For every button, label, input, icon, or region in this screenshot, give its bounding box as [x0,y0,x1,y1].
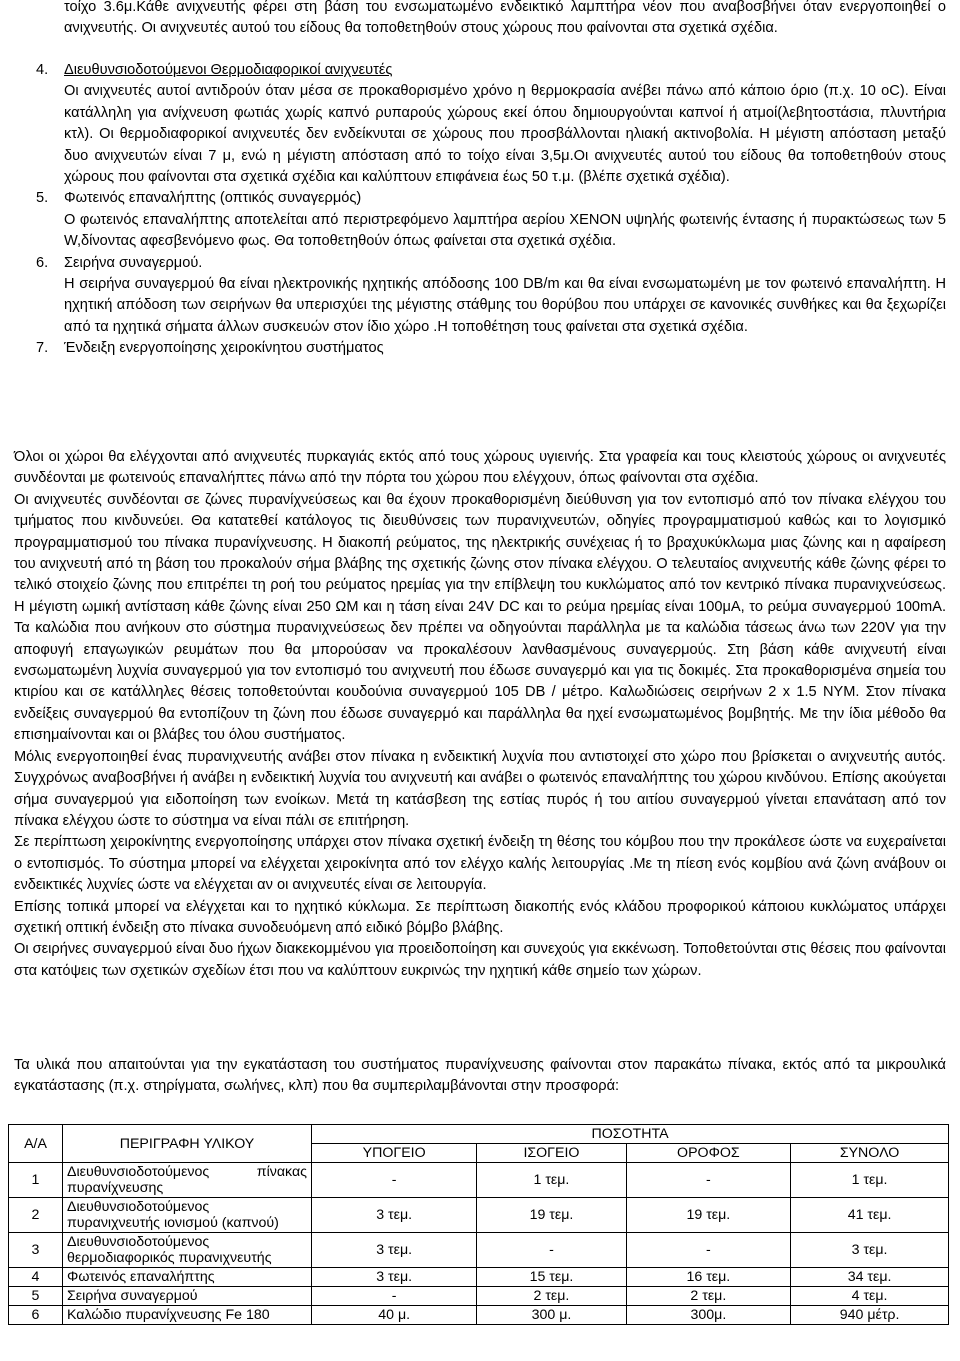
cell-total: 34 τεμ. [791,1268,949,1287]
list-item-body: Η σειρήνα συναγερμού θα είναι ηλεκτρονικής ηχητικής απόδοσης 100 DB/m και θα είναι ενσωματωμένη με τον φωτεινό επαναλήπτη. Η ηχητική απόδοση των σειρήνων θα υπερισχύει της μέγιστης στάθμης του θορύβου που υπάρχει σε κανονικές συνθήκες και θα ξεχωρίζει από τα ηχητικά σήματα άλλων συσκευών στον ίδιο χώρο .Η τοποθέτηση τους φαίνεται στα σχετικά σχέδια. [64,276,946,335]
cell-basement: 40 μ. [312,1306,477,1325]
cell-ground: 15 τεμ. [477,1268,626,1287]
row-description: Φωτεινός επαναλήπτης [63,1268,312,1287]
header-description: ΠΕΡΙΓΡΑΦΗ ΥΛΙΚΟΥ [63,1125,312,1163]
list-item-number: 6. [36,254,49,271]
list-item-6 [14,253,946,339]
paragraph: Σε περίπτωση χειροκίνητης ενεργοποίησης υπάρχει στον πίνακα σχετική ένδειξη τη θέσης του κόμβου που την προκάλεσε ώστε να ευχεραίνεται ο εντοπισμός. Το σύστημα μπορεί να ελέγχεται χειροκίνητα από τον ελέγχο καλής λειτουργίας .Με τη πίεση ενός κομβίου ανά ζώνη ανάβουν οι ενδεικτικές λυχνίες ώστε να ελέγχεται αν οι ανιχνευτές είναι σε λειτουργία. [14,834,946,894]
list-item-number: 5. [36,190,49,207]
row-description: Καλώδιο πυρανίχνευσης Fe 180 [63,1306,312,1325]
cell-basement: 3 τεμ. [312,1233,477,1268]
header-ground: ΙΣΟΓΕΙΟ [477,1144,626,1163]
paragraph: Όλοι οι χώροι θα ελέγχονται από ανιχνευτές πυρκαγιάς εκτός από τους χώρους υγιεινής. Στα γραφεία και τους κλειστούς χώρους οι ανιχνευτές συνδέονται με φωτεινούς επαναλήπτες πάνω από την πόρτα του χώρου που ελέγχουν, όπως φαίνονται στα σχέδια. [14,449,946,487]
list-item-body: Ο φωτεινός επαναλήπτης αποτελείται από περιστρεφόμενο λαμπτήρα αερίου XENON υψηλής φωτεινής έντασης ή πυρακτώσεως των 5 W,δίνοντας αφεσβενόμενο φως. Θα τοποθετηθούν όπως φαίνεται στα σχετικά σχέδια. [64,211,946,250]
list-item-number: 7. [36,340,49,357]
list-item-number: 4. [36,62,49,78]
list-item-5 [14,188,946,252]
header-aa: Α/Α [9,1125,63,1163]
row-description [63,1163,312,1198]
row-number: 4 [9,1268,63,1287]
paragraph: Επίσης τοπικά μπορεί να ελέγχεται και το ηχητικό κύκλωμα. Σε περίπτωση διακοπής ενός κλάδου προφορικού κάποιου κυκλώματος υπάρχει σχετική οπτική ένδειξη στο πίνακα συνοδευόμενη από ειδικό βόμβο βλάβης. [14,898,946,936]
table-row [9,1268,949,1287]
cell-floor: - [626,1163,791,1198]
cell-total: 1 τεμ. [791,1163,949,1198]
description-part: θερμοδιαφορικός πυρανιχνευτής [67,1250,272,1266]
description-part: πυρανιχνευτής ιονισμού (καπνού) [67,1215,279,1231]
description-part: πυρανίχνευσης [67,1180,164,1196]
cell-floor: 19 τεμ. [626,1198,791,1233]
list-item-title: Σειρήνα συναγερμού. [64,254,203,271]
cell-basement: - [312,1287,477,1306]
row-number: 6 [9,1306,63,1325]
cell-floor: 2 τεμ. [626,1287,791,1306]
cell-ground: 2 τεμ. [477,1287,626,1306]
cell-basement: - [312,1163,477,1198]
intro-text: τοίχο 3.6μ.Κάθε ανιχνευτής φέρει στη βάση του ενσωματωμένο ενδεικτικό λαμπτήρα νέον που αναβοσβήνει όταν ενεργοποιηθεί ο ανιχνευτής. Οι ανιχνευτές αυτού του είδους θα τοποθετηθούν στους χώρους που φαίνονται στα σχετικά σχέδια. [64,0,946,37]
cell-basement: 3 τεμ. [312,1268,477,1287]
row-number: 2 [9,1198,63,1233]
cell-floor: - [626,1233,791,1268]
row-number: 1 [9,1163,63,1198]
cell-total: 4 τεμ. [791,1287,949,1306]
paragraph: Οι σειρήνες συναγερμού είναι δυο ήχων διακεκομμένου για προειδοποίηση και συνεχούς για εκκένωση. Τοποθετούνται στις θέσεις που φαίνονται στα κατόψεις των σχετικών σχεδίων έτσι που να καλύπτουν ευκρινώς την ηχητική κάθε σημείο των χώρων. [14,941,946,979]
materials-intro [14,1055,946,1098]
header-total: ΣΥΝΟΛΟ [791,1144,949,1163]
table-row [9,1163,949,1198]
cell-total: 3 τεμ. [791,1233,949,1268]
intro-paragraph [64,0,946,40]
cell-total: 41 τεμ. [791,1198,949,1233]
header-basement: ΥΠΟΓΕΙΟ [312,1144,477,1163]
description-part: Διευθυνσιοδοτούμενος [67,1199,210,1215]
table-row [9,1198,949,1233]
paragraph: Τα υλικά που απαιτούνται για την εγκατάσταση του συστήματος πυρανίχνευσης φαίνονται στον παρακάτω πίνακα, εκτός από τα μικρουλικά εγκατάστασης (π.χ. στηρίγματα, σωλήνες, κλπ) που θα συμπεριλαμβάνονται στην προσφορά: [14,1057,946,1095]
list-item-title: Ένδειξη ενεργοποίησης χειροκίνητου συστήματος [64,340,384,357]
description-part: πίνακας [256,1164,307,1180]
cell-ground: - [477,1233,626,1268]
table-row [9,1233,949,1268]
description-part: Διευθυνσιοδοτούμενος [67,1234,210,1250]
cell-floor: 16 τεμ. [626,1268,791,1287]
cell-ground: 19 τεμ. [477,1198,626,1233]
table-row [9,1287,949,1306]
list-item-title: Διευθυνσιοδοτούμενοι Θερμοδιαφορικοί ανιχνευτές [64,62,393,78]
row-number: 5 [9,1287,63,1306]
cell-total: 940 μέτρ. [791,1306,949,1325]
cell-basement: 3 τεμ. [312,1198,477,1233]
row-description [63,1198,312,1233]
row-number: 3 [9,1233,63,1268]
list-item-body: Οι ανιχνευτές αυτοί αντιδρούν όταν μέσα σε προκαθορισμένο χρόνο η θερμοκρασία ανέβει πάνω από κάποιο όριο (π.χ. 10 oC). Είναι κατάλληλη για ανίχνευση φωτιάς χωρίς καπνό ρυπαρούς χώρους εκεί όπου δημιουργούνται καπνοί ή ατμοί(λεβητοστάσια, πλυντήρια κτλ). Οι θερμοδιαφορικοί ανιχνευτές δεν ενδείκνυται σε χώρους που προσβάλλονται ηλιακή ακτινοβολία. Η μέγιστη απόσταση μεταξύ δυο ανιχνευτών είναι 7 μ, ενώ η μέγιστη απόσταση από το τοίχο είναι 3,5μ.Οι ανιχνευτές αυτού του είδους θα τοποθετηθούν στους χώρους που φαίνονται στα σχετικά σχέδια και καλύπτουν επιφάνεια έως 50 τ.μ. (βλέπε σχετικά σχέδια). [64,83,946,186]
header-quantity: ΠΟΣΟΤΗΤΑ [312,1125,949,1144]
materials-table [8,1124,949,1325]
paragraph: Μόλις ενεργοποιηθεί ένας πυρανιχνευτής ανάβει στον πίνακα η ενδεικτική λυχνία που αντιστοιχεί στο χώρο που βρίσκεται ο ανιχνευτής αυτός. Συγχρόνως αναβοσβήνει ή ανάβει η ενδεικτική λυχνία του ανιχνευτή και ανάβει ο φωτεινός επαναλήπτης του χώρου κινδύνου. Επίσης ακούγεται σήμα συναγερμού για ειδοποίηση των ενοίκων. Μετά τη κατάσβεση της εστίας πυρός ή του αιτίου συναγερμού γίνεται επανάταση από τον πίνακα ελέγχου ώστε το σύστημα να είναι πάλι σε επιτήρηση. [14,748,946,829]
list-item-title: Φωτεινός επαναλήπτης (οπτικός συναγερμός) [64,190,362,207]
cell-floor: 300μ. [626,1306,791,1325]
header-floor: ΟΡΟΦΟΣ [626,1144,791,1163]
list-item-7 [14,338,946,359]
body-paragraphs [14,447,946,982]
cell-ground: 300 μ. [477,1306,626,1325]
cell-ground: 1 τεμ. [477,1163,626,1198]
row-description [63,1233,312,1268]
row-description: Σειρήνα συναγερμού [63,1287,312,1306]
description-part: Διευθυνσιοδοτούμενος [67,1164,210,1180]
table-header-row [9,1125,949,1144]
numbered-list [14,60,946,360]
table-row [9,1306,949,1325]
paragraph: Οι ανιχνευτές συνδέονται σε ζώνες πυρανίχνεύσεως και θα έχουν προκαθορισμένη διεύθυνση για τον εντοπισμό από τον πίνακα ελέγχου του τμήματος που κινδυνεύει. Θα κατατεθεί κατάλογος τις διευθύνσεις των πυρανιχνευτών, οδηγίες προγραμματισμού καθώς και το λογισμικό προγραμματισμού του πίνακα πυρανίχνευσης. Η διακοπή ρεύματος, της ηλεκτρικής συνέχειας ή το βραχυκύκλωμα μιας ζώνης και η αφαίρεση του ανιχνευτή από τη βάση του προκαλούν σήμα βλάβης της σχετικής ζώνης στον πίνακα ελέγχου. Ο τελευταίος ανιχνευτής κάθε ζώνης φέρει το τελικό στοιχείο ζώνης που επιτρέπει τη ροή του ρεύματος ηρεμίας για την επίβλεψη του κυκλώματος από τον κεντρικό πίνακα πυρανιχνεύσεως. Η μέγιστη ωμική αντίσταση κάθε ζώνης είναι 250 ΩΜ και η τάση είναι 24V DC και το ρεύμα ηρεμίας είναι 100μA, το ρεύμα συναγερμού 100mA. Τα καλώδια που ανήκουν στο σύστημα πυρανιχνεύσεως δεν πρέπει να οδηγούνται παράλληλα με τα καλώδια τάσεως άνω των 220V για την αποφυγή επαγωγικών ρευμάτων που θα μπορούσαν να προκαλέσουν λανθασμένους συναγερμούς. Στη βάση κάθε ανιχνευτή είναι ενσωματωμένη λυχνία συναγερμού για τον εντοπισμό του ανιχνευτή που έδωσε συναγερμό και για τις δοκιμές. Στα προκαθορισμένα σημεία του κτιρίου και σε κατάλληλες θέσεις τοποθετούνται κουδούνια συναγερμού 105 DB / μέτρο. Καλωδιώσεις σειρήνων 2 x 1.5 NYM. Στον πίνακα ενδείξεις συναγερμού θα εντοπίζουν τη ζώνη που έδωσε συναγερμό και παράλληλα θα ηχεί ενσωματωμένος βομβητής. Με την ίδια μέθοδο θα επισημαίνονται και οι βλάβες του όλου συστήματος. [14,491,946,744]
list-item-4 [14,60,946,188]
